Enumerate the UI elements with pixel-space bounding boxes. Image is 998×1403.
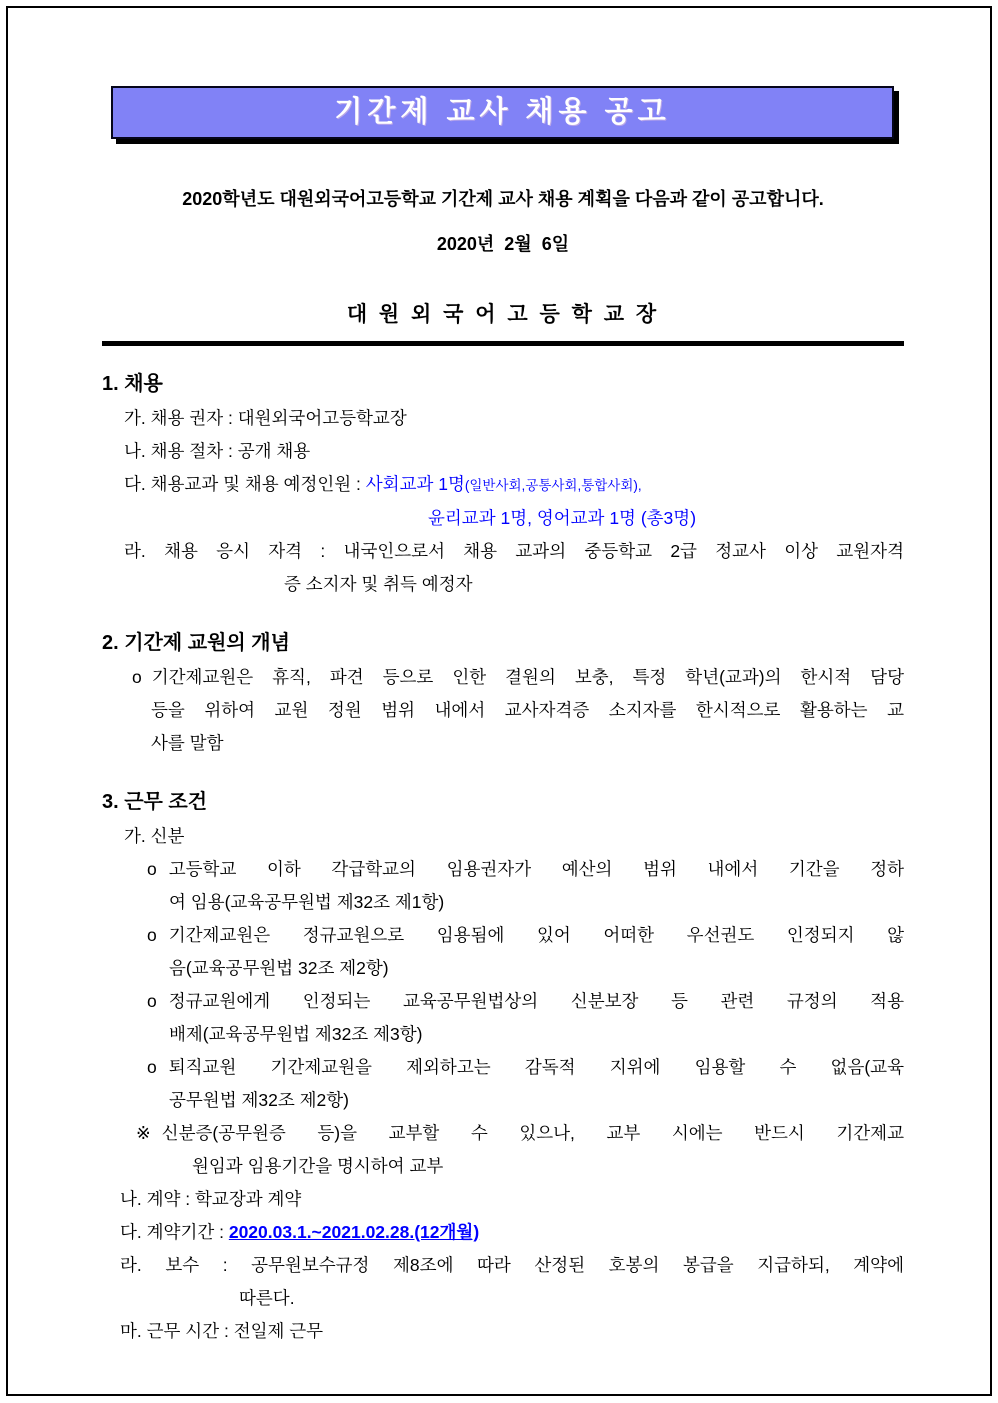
item-subjects-line2: 윤리교과 1명, 영어교과 1명 (총3명): [428, 508, 697, 528]
status-bullet2-line1: [102, 919, 904, 952]
intro-text: 2020학년도 대원외국어고등학교 기간제 교사 채용 계획을 다음과 같이 공고합니다.: [182, 189, 824, 209]
status-bullet1-line1: [102, 853, 904, 886]
status-bullet2-text: 기간제교원은 정규교원으로 임용됨에 있어 어떠한 우선권도 인정되지 않: [168, 925, 904, 945]
signature-principal: 대 원 외 국 어 고 등 학 교 장: [346, 303, 660, 326]
item-contract-period: [102, 1216, 904, 1249]
bullet-marker: o: [132, 667, 142, 687]
document-body: [102, 86, 904, 1348]
concept-text-line2: 등을 위하여 교원 정원 범위 내에서 교사자격증 소지자를 한시적으로 활용하는 교: [151, 700, 904, 720]
contract-period-link[interactable]: 2020.03.1.~2021.02.28.(12개월): [228, 1222, 480, 1242]
status-bullet4-text: 퇴직교원 기간제교원을 제외하고는 감독적 지위에 임용할 수 없음(교육: [168, 1057, 904, 1077]
status-bullet1-line2: 여 임용(교육공무원법 제32조 제1항): [169, 892, 445, 912]
section-2-heading: 2. 기간제 교원의 개념: [102, 632, 290, 654]
section-1-heading: 1. 채용: [102, 373, 163, 395]
status-bullet1-text: 고등학교 이하 각급학교의 임용권자가 예산의 범위 내에서 기간을 정하: [168, 859, 904, 879]
item-eligibility-line2: 증 소지자 및 취득 예정자: [284, 574, 473, 594]
concept-text-line3: 사를 말함: [151, 733, 224, 753]
item-subjects-detail: (일반사회,공통사회,통합사회),: [464, 478, 642, 493]
note-line1: [102, 1117, 904, 1150]
bullet-marker: o: [147, 925, 157, 945]
item-subjects-value: 사회교과 1명: [365, 474, 465, 494]
section-3-heading: 3. 근무 조건: [102, 791, 208, 813]
title-banner: [111, 86, 894, 139]
bullet-marker: o: [147, 859, 157, 879]
note-text-line1: 신분증(공무원증 등)을 교부할 수 있으나, 교부 시에는 반드시 기간제교: [161, 1123, 904, 1143]
page-title: 기간제 교사 채용 공고: [334, 96, 671, 128]
status-bullet3-line2: 배제(교육공무원법 제32조 제3항): [169, 1024, 423, 1044]
note-line2: 원임과 임용기간을 명시하여 교부: [192, 1156, 444, 1176]
announcement-date: 2020년 2월 6일: [436, 234, 570, 254]
concept-bullet-line1: [102, 661, 904, 694]
item-pay-line2: 따른다.: [239, 1288, 295, 1308]
item-subjects-label: 다. 채용교과 및 채용 예정인원 :: [124, 474, 366, 494]
item-subjects-line1: [102, 468, 904, 502]
status-bullet3-text: 정규교원에게 인정되는 교육공무원법상의 신분보장 등 관련 규정의 적용: [168, 991, 904, 1011]
status-bullet4-line1: [102, 1051, 904, 1084]
status-bullet4-line2: 공무원법 제32조 제2항): [169, 1090, 349, 1110]
item-recruiting-procedure: 나. 채용 절차 : 공개 채용: [124, 441, 311, 461]
item-contract: 나. 계약 : 학교장과 계약: [120, 1189, 302, 1209]
item-pay-line1: 라. 보수 : 공무원보수규정 제8조에 따라 산정된 호봉의 봉급을 지급하되, 계약에: [120, 1255, 904, 1275]
status-bullet3-line1: [102, 985, 904, 1018]
item-eligibility-line1: 라. 채용 응시 자격 : 내국인으로서 채용 교과의 중등학교 2급 정교사 이상 교원자격: [124, 541, 904, 561]
bullet-marker: o: [147, 1057, 157, 1077]
item-status-label: 가. 신분: [124, 826, 185, 846]
item-contract-period-label: 다. 계약기간 :: [120, 1222, 229, 1242]
item-recruiting-authority: 가. 채용 권자 : 대원외국어고등학교장: [124, 408, 407, 428]
concept-text-line1: 기간제교원은 휴직, 파견 등으로 인한 결원의 보충, 특정 학년(교과)의 한시적 담당: [151, 667, 904, 687]
reference-mark-icon: ※: [136, 1123, 151, 1143]
bullet-marker: o: [147, 991, 157, 1011]
item-working-hours: 마. 근무 시간 : 전일제 근무: [120, 1321, 324, 1341]
status-bullet2-line2: 음(교육공무원법 32조 제2항): [169, 958, 389, 978]
divider-rule: [102, 341, 904, 346]
